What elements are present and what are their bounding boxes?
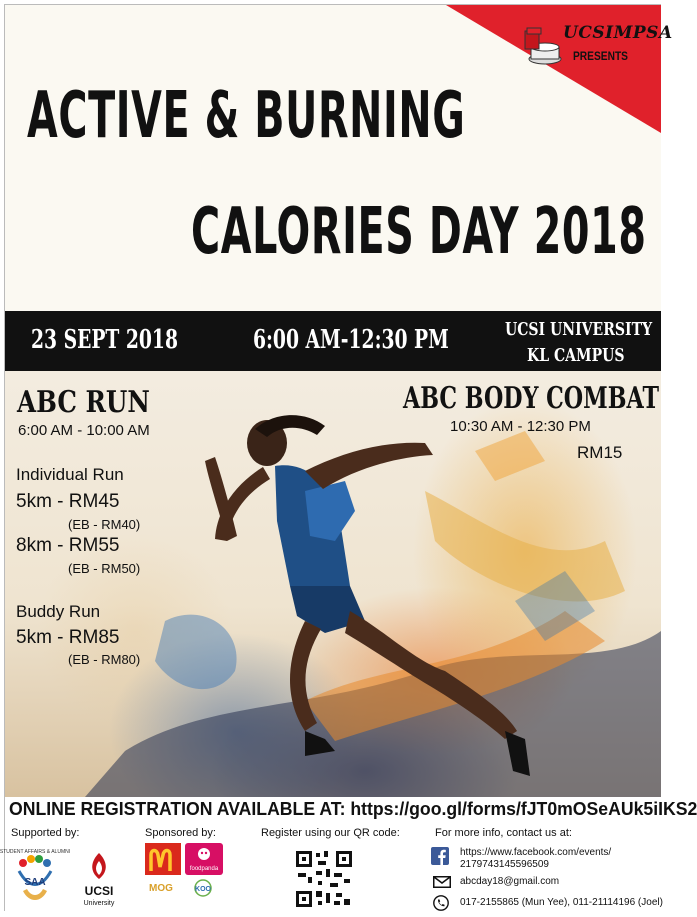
event-time: 6:00 AM-12:30 PM xyxy=(253,325,449,355)
event-date: 23 SEPT 2018 xyxy=(31,325,178,355)
abc-run-heading: ABC RUN xyxy=(17,385,150,420)
facebook-link-line-2[interactable]: 2179743145596509 xyxy=(460,859,549,870)
abc-run-time: 6:00 AM - 10:00 AM xyxy=(18,422,150,439)
runner-artwork-section xyxy=(5,371,661,797)
organizer-presents: PRESENTS xyxy=(573,49,628,63)
individual-5km-early-bird: (EB - RM40) xyxy=(68,517,141,532)
organizer-emblem-icon xyxy=(521,25,563,67)
email-icon xyxy=(433,876,451,888)
registration-link-text[interactable]: ONLINE REGISTRATION AVAILABLE AT: https://goo.gl/forms/fJT0mOSeAUk5iIKS2 xyxy=(9,799,697,819)
individual-5km-price: 5km - RM45 xyxy=(16,491,120,512)
supported-by-label: Supported by: xyxy=(11,827,80,839)
title-section xyxy=(5,5,673,311)
contact-email[interactable]: abcday18@gmail.com xyxy=(460,876,560,887)
individual-run-label: Individual Run xyxy=(16,465,124,484)
facebook-icon xyxy=(431,847,449,865)
saa-logo-text: SAA xyxy=(24,877,46,888)
foodpanda-logo-icon xyxy=(185,843,223,875)
ucsi-logo-sub: University xyxy=(83,900,115,907)
saa-logo-icon xyxy=(0,841,71,909)
contact-label: For more info, contact us at: xyxy=(435,827,572,839)
ucsi-logo-icon xyxy=(79,851,119,909)
individual-8km-price: 8km - RM55 xyxy=(16,535,120,556)
contact-phone[interactable]: 017-2155865 (Mun Yee), 011-21114196 (Joel) xyxy=(460,897,663,908)
title-line-1: ACTIVE & BURNING xyxy=(27,79,466,153)
facebook-link-line-1[interactable]: https://www.facebook.com/events/ xyxy=(460,847,612,858)
buddy-5km-price: 5km - RM85 xyxy=(16,627,120,648)
individual-8km-early-bird: (EB - RM50) xyxy=(68,561,141,576)
body-combat-heading: ABC BODY COMBAT xyxy=(403,381,660,416)
info-band xyxy=(5,311,661,371)
venue-line-1: UCSI UNIVERSITY xyxy=(505,319,653,340)
mog-text: MOG xyxy=(149,883,173,894)
body-combat-time: 10:30 AM - 12:30 PM xyxy=(450,418,591,435)
footer xyxy=(0,823,663,911)
saa-arc-text: STUDENT AFFAIRS & ALUMNI xyxy=(0,849,71,855)
koo-logo-icon xyxy=(189,879,217,897)
organizer-name: UCSIMPSA xyxy=(563,23,673,43)
buddy-run-label: Buddy Run xyxy=(16,602,101,621)
mcdonalds-logo-icon xyxy=(145,843,181,875)
mog-logo-icon xyxy=(147,881,181,893)
venue-line-2: KL CAMPUS xyxy=(527,345,625,366)
title-line-2: CALORIES DAY 2018 xyxy=(191,195,647,269)
registration-bar xyxy=(5,797,697,823)
body-combat-price: RM15 xyxy=(577,443,623,462)
sponsored-by-label: Sponsored by: xyxy=(145,827,216,839)
buddy-5km-early-bird: (EB - RM80) xyxy=(68,652,141,667)
qr-code-icon[interactable] xyxy=(294,849,354,909)
koo-text: KOO xyxy=(195,886,211,893)
qr-label: Register using our QR code: xyxy=(261,827,400,839)
foodpanda-text: foodpanda xyxy=(189,866,219,872)
phone-icon xyxy=(433,895,449,911)
organizer-logo xyxy=(521,19,673,73)
ucsi-logo-text: UCSI xyxy=(84,884,114,898)
